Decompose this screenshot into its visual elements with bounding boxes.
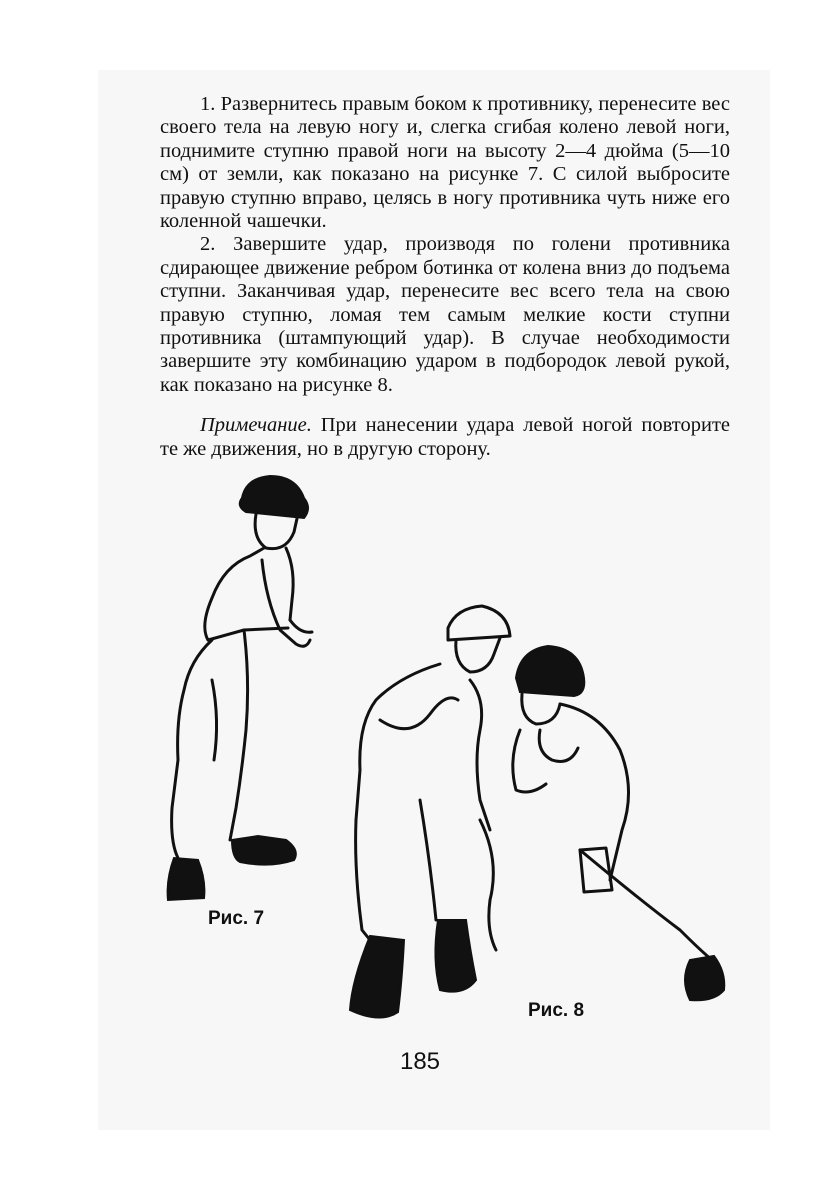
paragraph-2: 2. Завершите удар, производя по голени противника сдирающее движение ребром ботинка от колена вниз до подъема ступни. Заканчивая удар, перенесите вес всего тела на свою правую ступню, ломая тем самым мелкие кости ступни противника (штампующий удар). В случае необходимости завершите эту комбинацию ударом в подбородок левой рукой, как показано на рисунке 8. [160,233,730,396]
page-number: 185 [399,1048,441,1075]
note-label: Примечание. [200,414,312,437]
paragraph-1: 1. Развернитесь правым боком к противнику, перенесите вес своего тела на левую ногу и, слегка сгибая колено левой ноги, поднимите ступню правой ноги на высоту 2—4 дюйма (5—10 см) от земли, как показано на рисунке 7. С силой выбросите правую ступню вправо, целясь в ногу противника чуть ниже его коленной чашечки. [160,93,730,233]
figure-8-caption: Рис. 8 [528,1000,585,1021]
figure-7-caption: Рис. 7 [208,908,265,929]
figure-8-soldiers [350,606,724,1018]
figure-7-soldier [168,476,312,900]
note-text: При нанесении удара левой ногой повторите те же движения, но в другую сторону. [160,414,730,460]
